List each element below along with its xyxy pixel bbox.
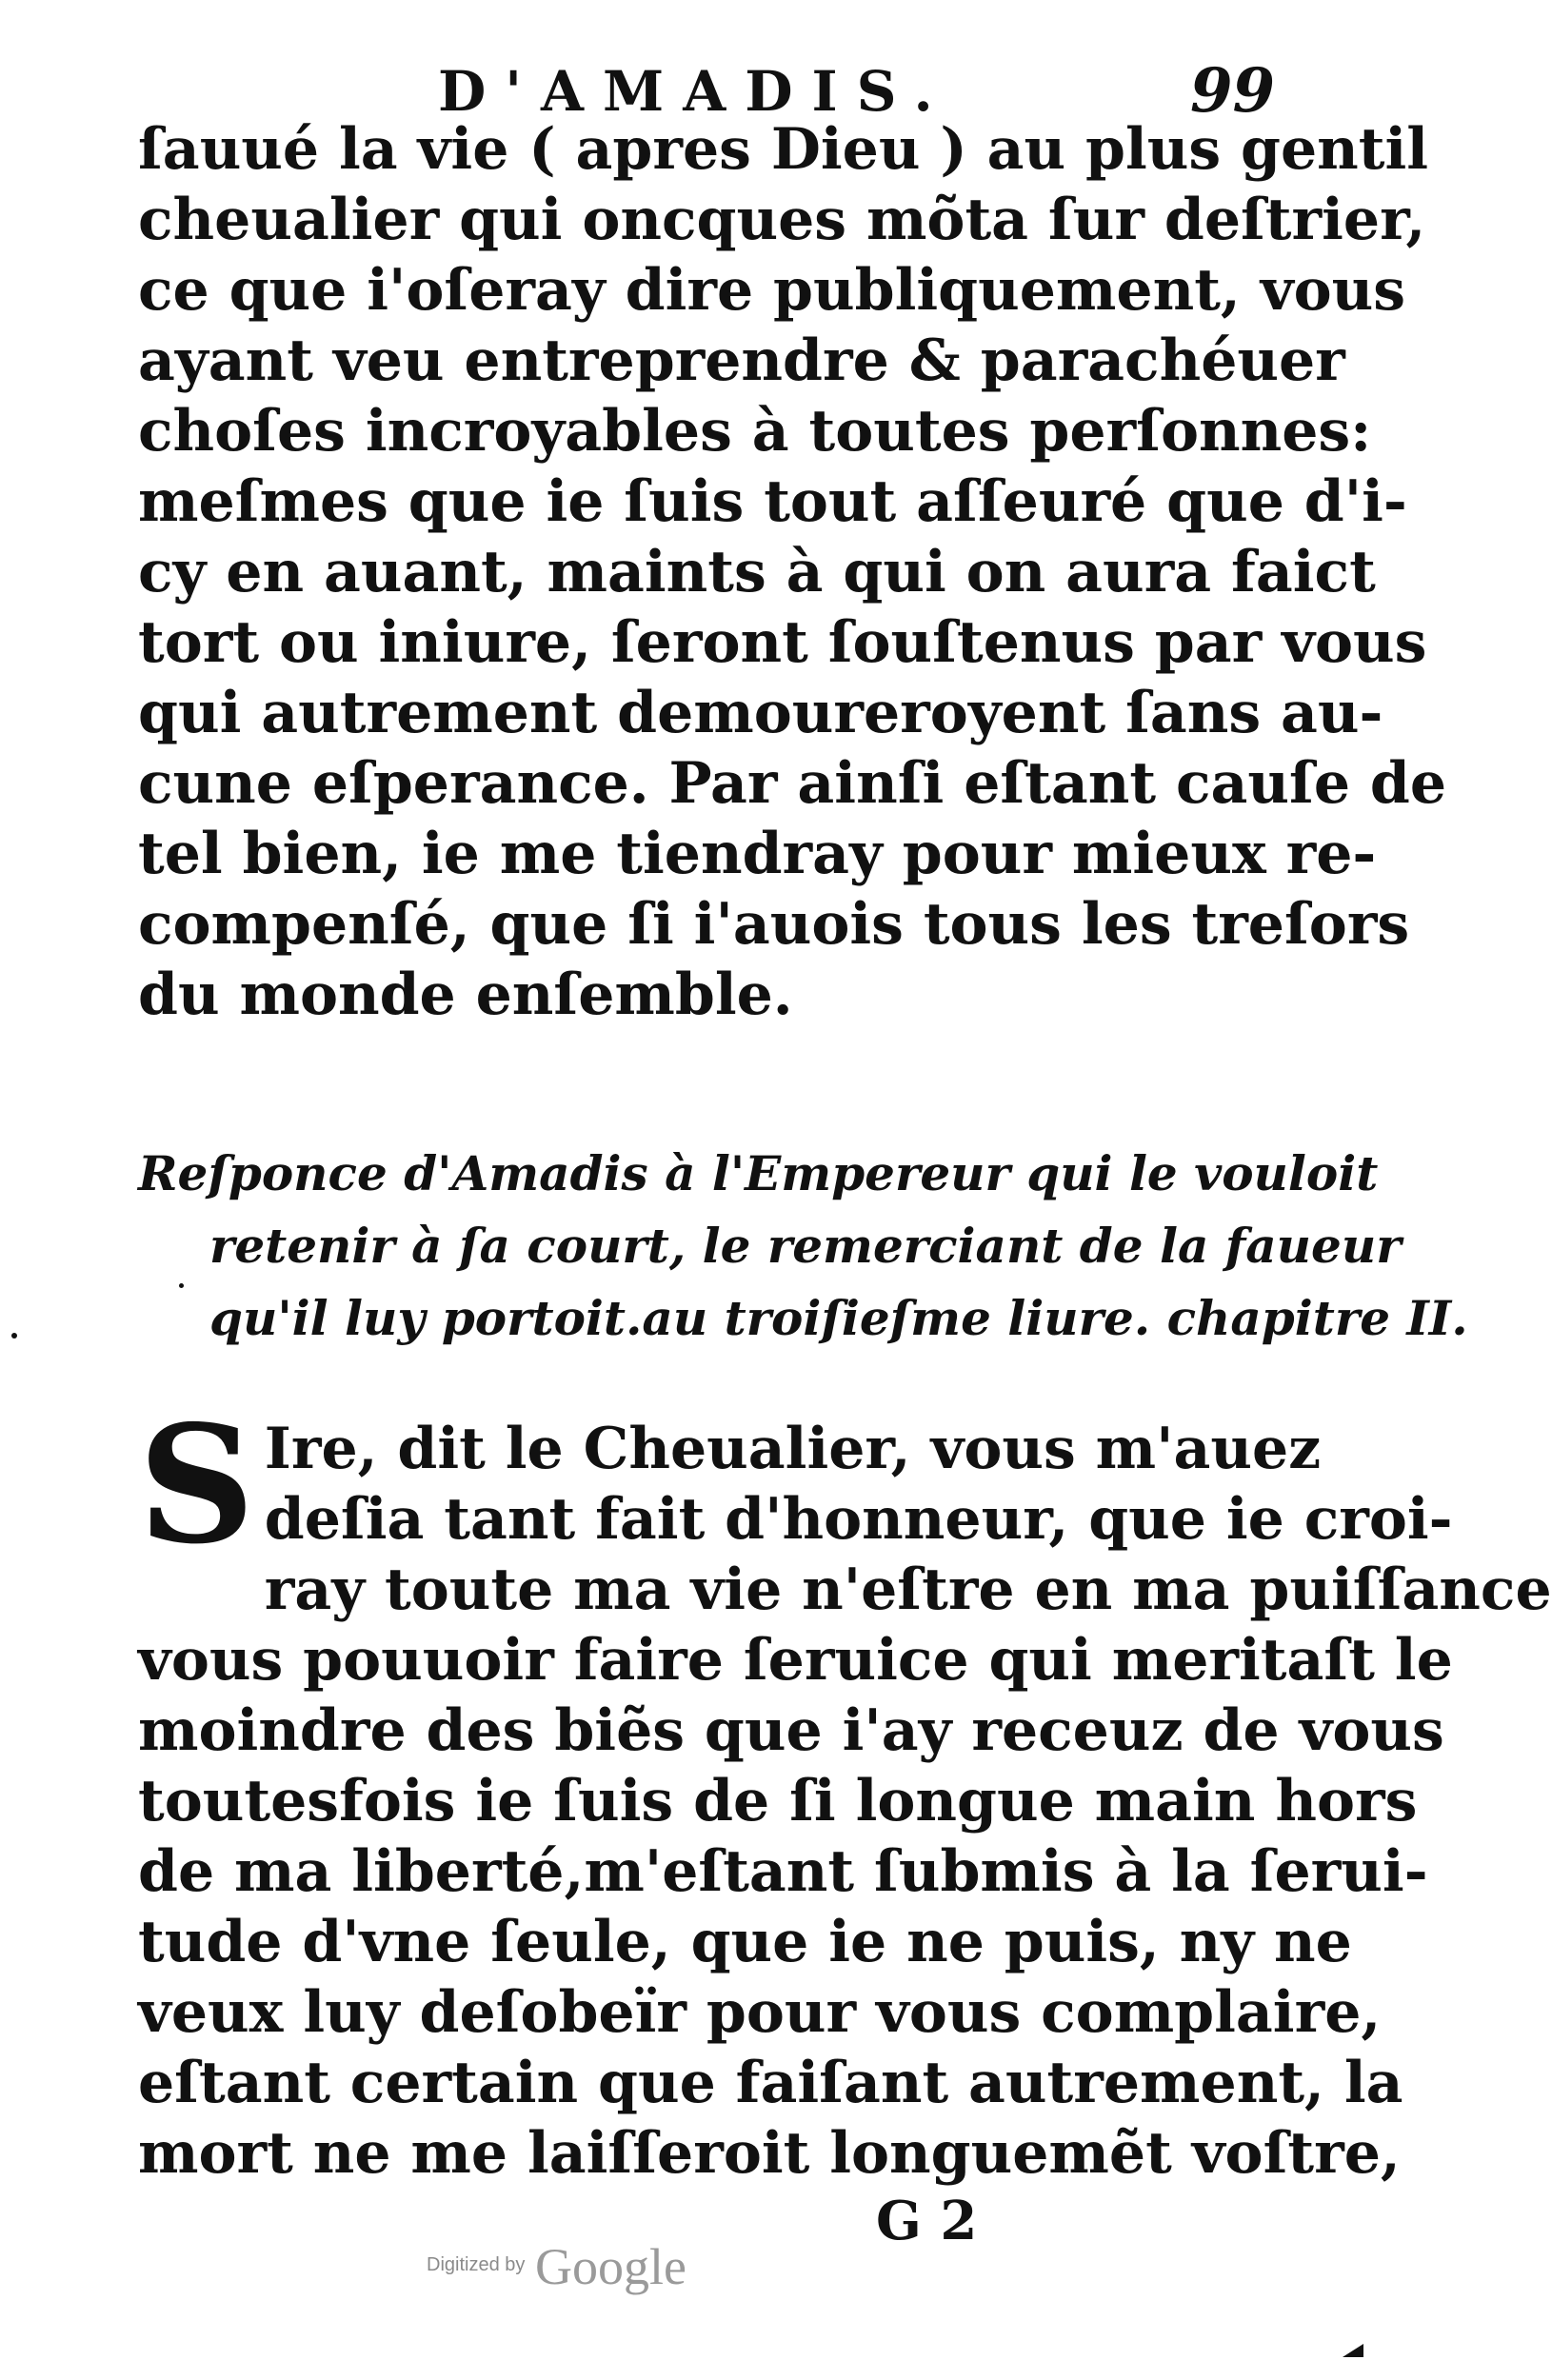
text-line: tude d'vne ſeule, que ie ne puis, ny ne	[138, 1909, 1352, 1975]
text-line: meſmes que ie ſuis tout aſſeuré que d'i-	[138, 468, 1407, 535]
text-line: eſtant certain que faiſant autrement, la	[138, 2050, 1403, 2116]
text-line: mort ne me laiſſeroit longuemẽt voſtre,	[138, 2120, 1401, 2187]
text-line: moindre des biẽs que i'ay receuz de vous	[138, 1697, 1444, 1764]
text-line: ſauué la vie ( apres Dieu ) au plus gentil	[138, 116, 1429, 183]
chapter-heading	[138, 1138, 1468, 1355]
drop-cap: S	[138, 1390, 255, 1580]
text-line: qui autrement demoureroyent ſans au-	[138, 680, 1383, 746]
text-line: tort ou iniure, ſeront ſouſtenus par vous	[138, 609, 1427, 676]
paragraph-continued	[138, 114, 1447, 1030]
text-line: du monde enſemble.	[138, 962, 793, 1028]
heading-line: retenir à ſa court, le remerciant de la faueur	[209, 1218, 1402, 1274]
text-line: ce que i'oſeray dire publiquement, vous	[138, 257, 1405, 324]
running-title: D'AMADIS.	[438, 59, 952, 124]
heading-line: Reſponce d'Amadis à l'Empereur qui le vouloit	[138, 1145, 1379, 1201]
text-line: Ire, dit le Cheualier, vous m'auez	[264, 1416, 1322, 1482]
text-line: toutesfois ie ſuis de ſi longue main hors	[138, 1768, 1418, 1835]
signature-mark: G 2	[876, 2190, 978, 2252]
paragraph-response	[138, 1390, 1552, 2189]
text-line: de ma liberté,m'eſtant ſubmis à la ſerui-	[138, 1838, 1428, 1905]
heading-line: qu'il luy portoit.au troiſieſme liure. chapitre II.	[209, 1290, 1468, 1346]
digitized-by-label: Digitized by	[427, 2254, 526, 2275]
text-line: cy en auant, maints à qui on aura faict	[138, 539, 1376, 605]
corner-mark	[1343, 2344, 1363, 2357]
text-line: veux luy deſobeïr pour vous complaire,	[138, 1979, 1382, 2046]
ink-speck	[11, 1333, 17, 1339]
text-line: compenſé, que ſi i'auois tous les treſors	[138, 891, 1410, 958]
text-line: cune eſperance. Par ainſi eſtant cauſe de	[138, 750, 1447, 817]
google-watermark: Google	[535, 2238, 686, 2295]
text-line: choſes incroyables à toutes perſonnes:	[138, 398, 1372, 465]
text-line: ayant veu entreprendre & parachéuer	[138, 327, 1345, 394]
ink-speck	[179, 1283, 184, 1288]
text-line: vous pouuoir faire ſeruice qui meritaſt le	[138, 1627, 1453, 1694]
text-line: cheualier qui oncques mõta ſur deſtrier,	[138, 187, 1426, 253]
page-number: 99	[1190, 55, 1276, 127]
text-line: tel bien, ie me tiendray pour mieux re-	[138, 821, 1377, 887]
text-line: ray toute ma vie n'eſtre en ma puiſſance	[264, 1557, 1552, 1623]
text-line: deſia tant fait d'honneur, que ie croi-	[264, 1486, 1453, 1553]
